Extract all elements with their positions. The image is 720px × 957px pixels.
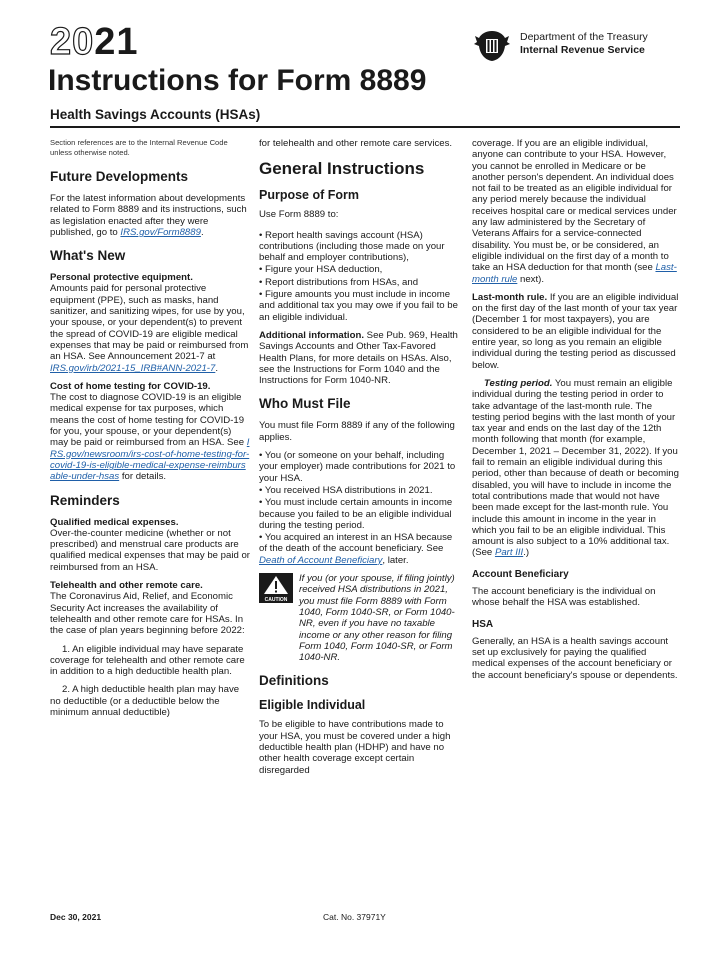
list-item: • You acquired an interest in an HSA because of the death of the account beneficiary. See Death of Account Beneficiary, later. (259, 532, 453, 566)
heading-who-must-file: Who Must File (259, 396, 351, 412)
paragraph: Generally, an HSA is a health savings account set up exclusively for paying the qualified medical expenses of the account beneficiary or the account beneficiary's spouse or dependents. (472, 635, 678, 681)
irs-eagle-logo-icon (472, 28, 512, 64)
list-item: • You (or someone on your behalf, including your employer) made contributions for 2021 to your HSA. (259, 450, 456, 484)
header-divider (50, 126, 680, 128)
paragraph: Qualified medical expenses. Over-the-counter medicine (whether or not prescribed) and menstrual care products are qualified medical expenses that may be paid or reimbursed from an HSA. (50, 516, 250, 573)
heading-definitions: Definitions (259, 673, 329, 689)
caution-box (259, 573, 459, 663)
paragraph: For the latest information about developments related to Form 8889 and its instructions, such as legislation enacted after they were published, go to IRS.gov/Form8889. (50, 193, 247, 238)
paragraph: You must file Form 8889 if any of the following applies. (259, 420, 455, 443)
list-item: 1. An eligible individual may have separate coverage for telehealth and other remote care in addition to a high deductible health plan. (50, 643, 245, 678)
paragraph: Last-month rule. If you are an eligible individual on the first day of the last month of your tax year (December 1 for most taxpayers), you are considered to be an eligible individual for the entire year, so long as you remain an eligible individual during the testing period as discussed below. (472, 291, 679, 371)
link-covid-testing[interactable]: IRS.gov/newsroom/irs-cost-of-home-testing-for-covid-19-is-eligible-medical-expense-reimbursable-under-hsas (50, 437, 250, 483)
heading-account-beneficiary: Account Beneficiary (472, 568, 569, 580)
link-part-iii[interactable]: Part III (494, 547, 524, 559)
page-title: Instructions for Form 8889 (48, 64, 427, 97)
column-3 (472, 138, 680, 688)
heading-eligible-individual: Eligible Individual (259, 698, 366, 713)
footer-date: Dec 30, 2021 (50, 912, 102, 922)
footer-cat-number: Cat. No. 37971Y (323, 912, 386, 922)
caution-text: If you (or your spouse, if filing jointly) received HSA distributions in 2021, you must file Form 8889 with Form 1040, Form 1040-SR, or Form 1040-NR, even if you have no taxable income or any other reason for filing Form 1040, Form 1040-SR, or Form 1040-NR. (299, 573, 455, 664)
caution-label: CAUTION (264, 597, 288, 604)
paragraph: Use Form 8889 to: (259, 209, 339, 221)
subtitle: Health Savings Accounts (HSAs) (50, 107, 261, 122)
paragraph: Testing period. You must remain an eligible individual during the testing period in order to take advantage of the last-month rule. The testing period begins with the last month of your tax year and ends on the last day of the 12th month following that month (for example, December 1, 2021 – December 31, 2022). If you fail to remain an eligible individual during this period, other than because of death or becoming disabled, you will have to include in income the total contributions made that would not have been made except for the last-month rule. You include this amount in income in the year in which you fail to be an eligible individual. This amount is also subject to a 10% additional tax. (See Part III.) (472, 377, 679, 559)
list-item: • Figure amounts you must include in income and additional tax you may owe if you fail to be an eligible individual. (259, 289, 458, 323)
list-item: • You must include certain amounts in income because you failed to be an eligible individual during the testing period. (259, 497, 453, 531)
column-1 (50, 138, 250, 725)
paragraph: Additional information. See Pub. 969, Health Savings Accounts and Other Tax-Favored Health Plans, for more details on HSAs. Also, see the Instructions for Form 1040 and the Instructions for Form 1040-NR. (259, 329, 458, 387)
list-item: • Figure your HSA deduction, (259, 264, 383, 276)
link-last-month-rule[interactable]: Last-month rule (472, 262, 677, 285)
list-item: • Report health savings account (HSA) contributions (including those made on your behalf and employer contributions), (259, 229, 445, 264)
heading-reminders: Reminders (50, 492, 120, 508)
heading-general-instructions: General Instructions (259, 159, 425, 179)
paragraph: Cost of home testing for COVID-19. The cost to diagnose COVID-19 is an eligible medical expense for tax purposes, which means the cost of home testing for COVID-19 for you, your spouse, or your dependent(s) may be paid or reimbursed from an HSA. See IRS.gov/newsroom/irs-cost-of-home-testing-for-covid-19-is-eligible-medical-expense-reimbursable-under-hsas for details. (50, 380, 250, 483)
paragraph: Personal protective equipment. Amounts paid for personal protective equipment (PPE), such as masks, hand sanitizer, and sanitizing wipes, for use by you, your spouse, or your dependent(s) to prevent the spread of COVID-19 are eligible medical expenses that may be paid or reimbursed from an HSA. See Announcement 2021-7 at IRS.gov/irb/2021-15_IRB#ANN-2021-7. (50, 272, 249, 374)
link-death-beneficiary[interactable]: Death of Account Beneficiary (259, 554, 383, 566)
list-item: • You received HSA distributions in 2021. (259, 484, 433, 496)
list-item: 2. A high deductible health plan may have no deductible (or a deductible below the minimum annual deductible) (50, 684, 240, 718)
list-item: • Report distributions from HSAs, and (259, 276, 419, 288)
column-2 (259, 138, 459, 783)
section-note: Section references are to the Internal Revenue Code unless otherwise noted. (50, 138, 228, 157)
paragraph: The account beneficiary is the individual on whose behalf the HSA was established. (472, 585, 656, 609)
paragraph: Telehealth and other remote care. The Coronavirus Aid, Relief, and Economic Security Act increases the availability of telehealth and other remote care for HSAs. In the case of plan years beginning before 2022: (50, 580, 245, 637)
link-announcement[interactable]: IRS.gov/irb/2021-15_IRB#ANN-2021-7 (50, 362, 216, 374)
paragraph: for telehealth and other remote care services. (259, 138, 453, 149)
link-form8889[interactable]: IRS.gov/Form8889 (120, 226, 201, 238)
heading-purpose-of-form: Purpose of Form (259, 188, 360, 203)
paragraph: coverage. If you are an eligible individual, anyone can contribute to your HSA. However, you cannot be enrolled in Medicare or be another person's dependent. An individual does not fail to be treated as an eligible individual for any period merely because the individual receives hospital care or medical services under any law administered by the Secretary of Veterans Affairs for a service-connected disability. You must be, or be considered, an eligible individual on the first day of a month to take an HSA deduction for that month (see Last-month rule next). (472, 138, 677, 285)
agency-name: Department of the Treasury Internal Revenue Service (520, 31, 648, 56)
heading-whats-new: What's New (50, 248, 126, 264)
heading-future-developments: Future Developments (50, 169, 189, 184)
heading-hsa: HSA (472, 618, 494, 630)
tax-year: 2021 (50, 21, 139, 63)
caution-icon (259, 573, 293, 663)
paragraph: To be eligible to have contributions made to your HSA, you must be covered under a high deductible health plan (HDHP) and have no other health coverage except certain disregarded (259, 719, 451, 776)
